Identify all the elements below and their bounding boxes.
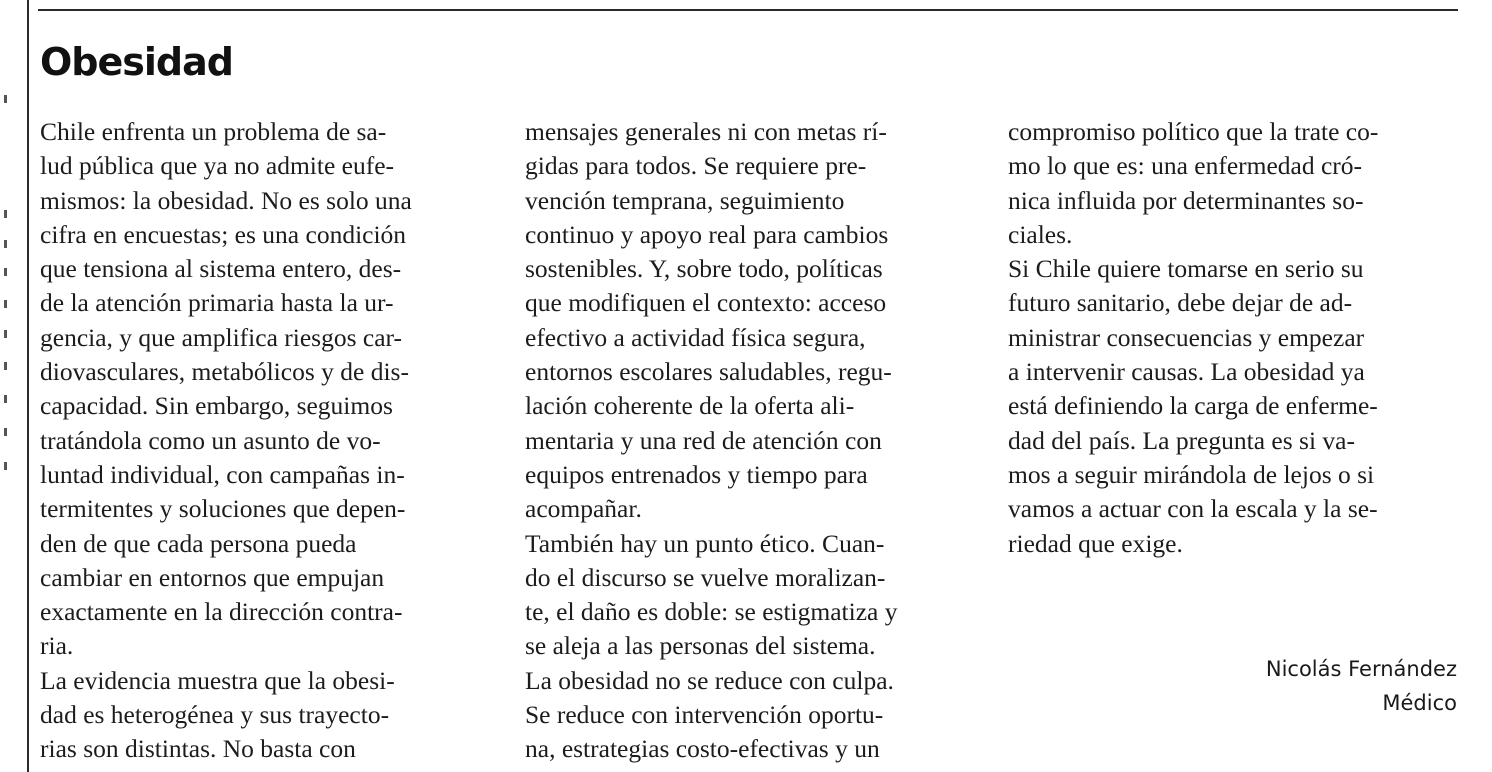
article-text-line: capacidad. Sin embargo, seguimos <box>40 391 393 421</box>
article-text-line: de la atención primaria hasta la ur- <box>40 288 394 318</box>
article-text-line: a intervenir causas. La obesidad ya <box>1008 357 1365 387</box>
article-text-line: mismos: la obesidad. No es solo una <box>40 185 412 215</box>
article-text-line: mos a seguir mirándola de lejos o si <box>1008 459 1375 489</box>
article-text-line: na, estrategias costo-efectivas y un <box>525 734 880 764</box>
article-text-line: rias son distintas. No basta con <box>40 734 356 764</box>
article-text-line: gidas para todos. Se requiere pre- <box>525 151 867 181</box>
article-text-line: que tensiona al sistema entero, des- <box>40 254 402 284</box>
top-divider-rule <box>38 9 1458 11</box>
article-text-line: exactamente en la dirección contra- <box>40 597 403 627</box>
article-text-line: te, el daño es doble: se estigmatiza y <box>525 597 898 627</box>
article-text-line: gencia, y que amplifica riesgos car- <box>40 322 402 352</box>
article-text-line: La evidencia muestra que la obesi- <box>40 665 395 695</box>
article-text-line: cifra en encuestas; es una condición <box>40 219 407 249</box>
article-text-line: cambiar en entornos que empujan <box>40 562 385 592</box>
author-name: Nicolás Fernández <box>1265 657 1457 681</box>
article-column-3 <box>1008 115 1448 561</box>
article-text-line: vención temprana, seguimiento <box>525 185 845 215</box>
article-text-line: futuro sanitario, debe dejar de ad- <box>1008 288 1353 318</box>
page-edge-marks <box>0 0 10 772</box>
article-text-line: dad es heterogénea y sus trayecto- <box>40 700 390 730</box>
article-text-line: nica influida por determinantes so- <box>1008 185 1364 215</box>
article-text-line: luntad individual, con campañas in- <box>40 459 405 489</box>
article-text-line: acompañar. <box>525 494 642 524</box>
article-text-line: La obesidad no se reduce con culpa. <box>525 665 894 695</box>
article-text-line: mentaria y una red de atención con <box>525 425 882 455</box>
article-text-line: Chile enfrenta un problema de sa- <box>40 117 387 146</box>
author-role: Médico <box>1382 691 1457 715</box>
article-text-line: equipos entrenados y tiempo para <box>525 459 868 489</box>
article-title: Obesidad <box>40 40 233 84</box>
article-text-line: do el discurso se vuelve moralizan- <box>525 562 886 592</box>
article-text-line: efectivo a actividad física segura, <box>525 322 866 352</box>
article-text-line: tratándola como un asunto de vo- <box>40 425 381 455</box>
article-text-line: que modifiquen el contexto: acceso <box>525 288 887 318</box>
article-text-line: lación coherente de la oferta ali- <box>525 391 855 421</box>
article-text-line: diovasculares, metabólicos y de dis- <box>40 357 409 387</box>
article-text-line: dad del país. La pregunta es si va- <box>1008 425 1355 455</box>
article-text-line: ria. <box>40 631 74 661</box>
article-text-line: se aleja a las personas del sistema. <box>525 631 876 661</box>
article-text-line: entornos escolares saludables, regu- <box>525 357 892 387</box>
article-text-line: lud pública que ya no admite eufe- <box>40 151 395 181</box>
article-column-2 <box>525 115 965 767</box>
author-signature <box>1266 652 1457 720</box>
article-text-line: También hay un punto ético. Cuan- <box>525 528 885 558</box>
article-text-line: sostenibles. Y, sobre todo, políticas <box>525 254 883 284</box>
article-text-line: mo lo que es: una enfermedad cró- <box>1008 151 1363 181</box>
article-text-line: Se reduce con intervención oportu- <box>525 700 884 730</box>
article-text-line: Si Chile quiere tomarse en serio su <box>1008 254 1364 284</box>
article-text-line: den de que cada persona pueda <box>40 528 357 558</box>
article-text-line: está definiendo la carga de enferme- <box>1008 391 1378 421</box>
article-text-line: compromiso político que la trate co- <box>1008 117 1379 146</box>
column-divider-rule <box>27 0 29 772</box>
article-column-1 <box>40 115 480 767</box>
article-text-line: mensajes generales ni con metas rí- <box>525 117 887 146</box>
article-text-line: continuo y apoyo real para cambios <box>525 219 889 249</box>
article-text-line: termitentes y soluciones que depen- <box>40 494 406 524</box>
article-text-line: ministrar consecuencias y empezar <box>1008 322 1365 352</box>
article-text-line: vamos a actuar con la escala y la se- <box>1008 494 1378 524</box>
article-text-line: riedad que exige. <box>1008 528 1183 558</box>
article-text-line: ciales. <box>1008 219 1073 249</box>
